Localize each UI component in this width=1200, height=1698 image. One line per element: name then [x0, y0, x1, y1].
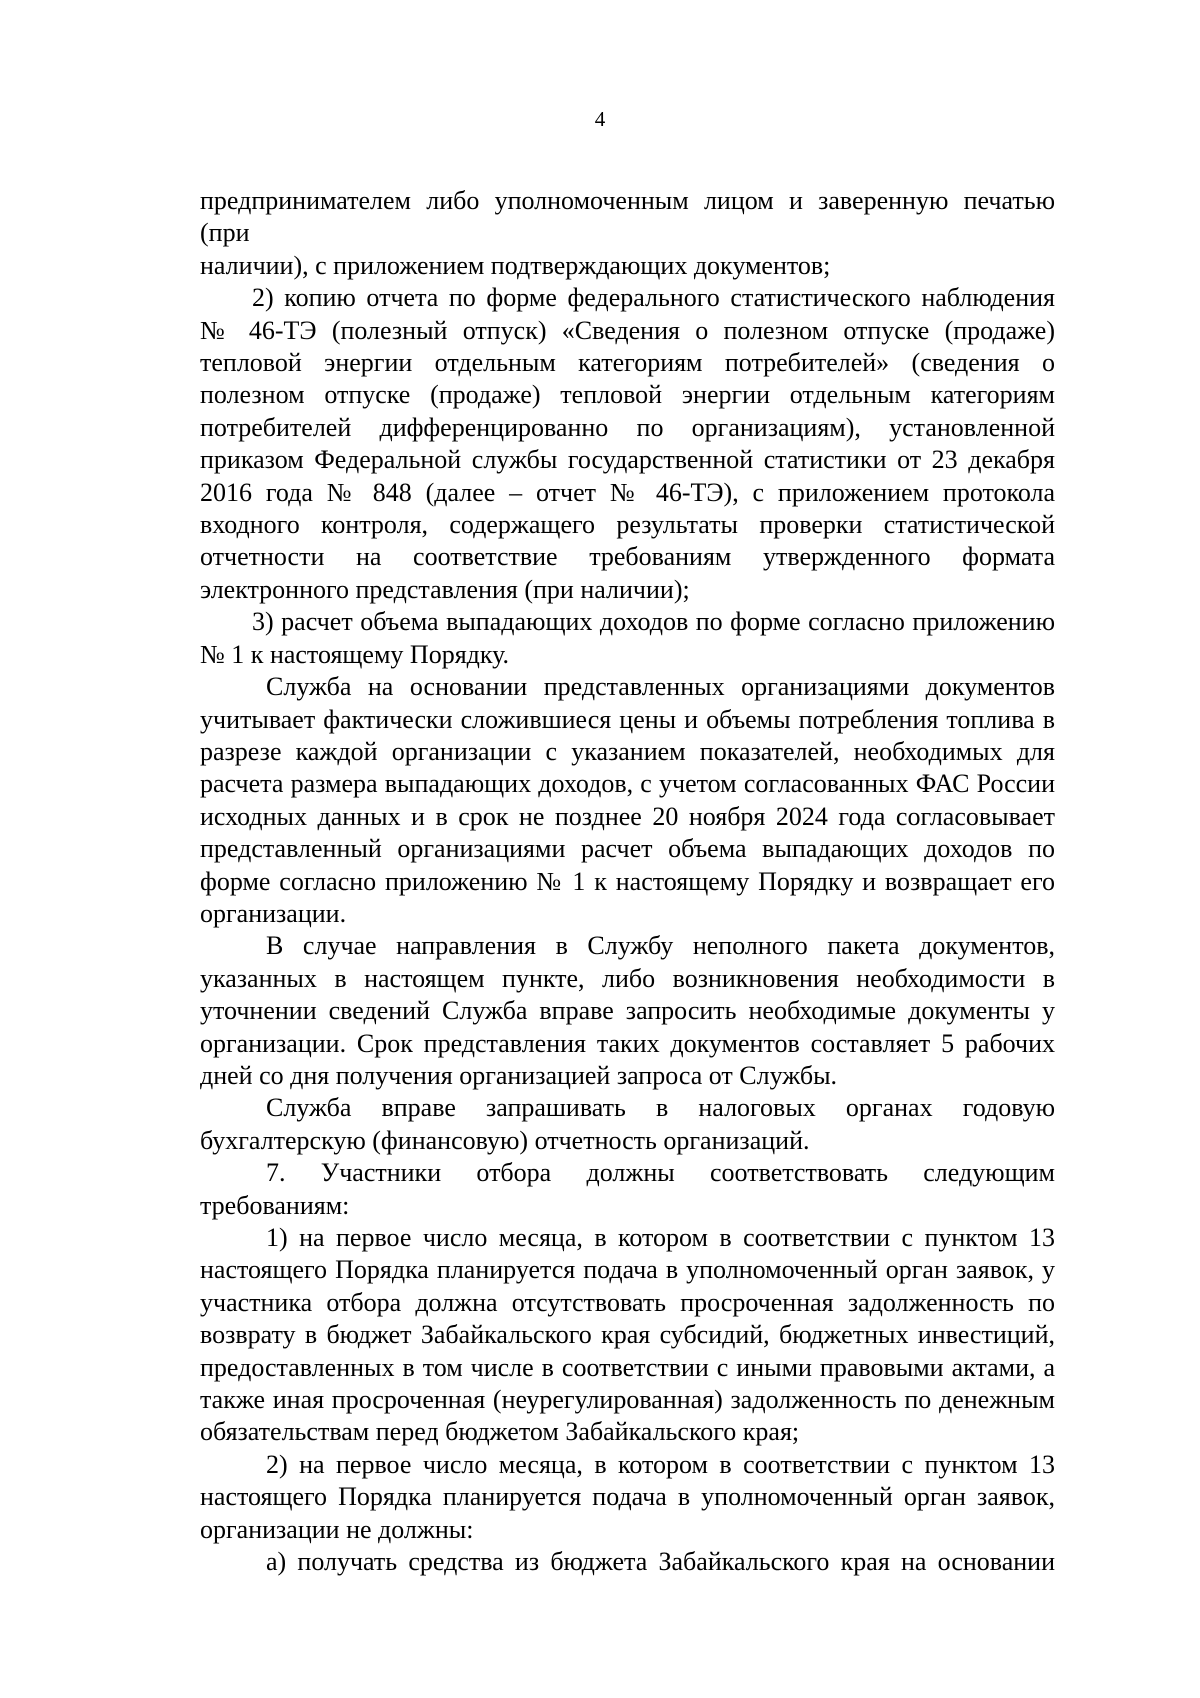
- text-line: расчета размера выпадающих доходов, с учетом согласованных ФАС России: [200, 769, 1055, 799]
- text-line: также иная просроченная (неурегулированная) задолженность по денежным: [200, 1385, 1055, 1415]
- text-line: уточнении сведений Служба вправе запросить необходимые документы у: [200, 996, 1055, 1026]
- text-line: форме согласно приложению № 1 к настоящему Порядку и возвращает его: [200, 866, 1055, 896]
- text-line: участника отбора должна отсутствовать просроченная задолженность по: [200, 1287, 1055, 1317]
- text-line: наличии), с приложением подтверждающих документов;: [200, 250, 831, 280]
- text-line: предпринимателем либо уполномоченным лицом и заверенную печатью (при: [200, 186, 1055, 248]
- text-line: обязательствам перед бюджетом Забайкальского края;: [200, 1417, 800, 1447]
- text-line: организации.: [200, 898, 347, 928]
- text-line: № 1 к настоящему Порядку.: [200, 639, 510, 669]
- text-line: дней со дня получения организацией запроса от Службы.: [200, 1060, 838, 1090]
- document-body: [200, 185, 1055, 1578]
- text-line: разрезе каждой организации с указанием показателей, необходимых для: [200, 736, 1055, 766]
- text-line: указанных в настоящем пункте, либо возникновения необходимости в: [200, 963, 1055, 993]
- text-line: входного контроля, содержащего результаты проверки статистической: [200, 510, 1055, 540]
- text-line: 7. Участники отбора должны соответствовать следующим: [266, 1158, 1055, 1188]
- text-line: отчетности на соответствие требованиям утвержденного формата: [200, 542, 1055, 572]
- text-line: учитывает фактически сложившиеся цены и объемы потребления топлива в: [200, 704, 1055, 734]
- text-line: требованиям:: [200, 1190, 350, 1220]
- text-line: исходных данных и в срок не позднее 20 ноября 2024 года согласовывает: [200, 801, 1055, 831]
- text-line: 2) на первое число месяца, в котором в соответствии с пунктом 13: [266, 1449, 1055, 1479]
- text-line: Служба вправе запрашивать в налоговых органах годовую: [266, 1093, 1055, 1123]
- text-line: 2) копию отчета по форме федерального статистического наблюдения: [252, 283, 1055, 313]
- text-line: № 46-ТЭ (полезный отпуск) «Сведения о полезном отпуске (продаже): [200, 315, 1055, 345]
- text-line: настоящего Порядка планируется подача в уполномоченный орган заявок,: [200, 1482, 1055, 1512]
- text-line: настоящего Порядка планируется подача в уполномоченный орган заявок, у: [200, 1255, 1055, 1285]
- text-line: представленный организациями расчет объема выпадающих доходов по: [200, 834, 1055, 864]
- text-line: предоставленных в том числе в соответствии с иными правовыми актами, а: [200, 1352, 1055, 1382]
- text-line: 3) расчет объема выпадающих доходов по форме согласно приложению: [252, 607, 1055, 637]
- text-line: потребителей дифференцированно по организациям), установленной: [200, 412, 1055, 442]
- text-line: 1) на первое число месяца, в котором в соответствии с пунктом 13: [266, 1223, 1055, 1252]
- text-line: приказом Федеральной службы государственной статистики от 23 декабря: [200, 445, 1055, 475]
- page-number: 4: [594, 107, 606, 131]
- text-line: Служба на основании представленных организациями документов: [266, 672, 1055, 702]
- text-line: организации не должны:: [200, 1514, 474, 1544]
- text-line: полезном отпуске (продаже) тепловой энергии отдельным категориям: [200, 380, 1055, 410]
- text-line: бухгалтерскую (финансовую) отчетность организаций.: [200, 1125, 810, 1155]
- text-line: В случае направления в Службу неполного пакета документов,: [266, 931, 1055, 961]
- text-line: тепловой энергии отдельным категориям потребителей» (сведения о: [200, 348, 1055, 378]
- text-line: возврату в бюджет Забайкальского края субсидий, бюджетных инвестиций,: [200, 1320, 1055, 1350]
- text-line: а) получать средства из бюджета Забайкальского края на основании: [266, 1547, 1055, 1577]
- text-line: 2016 года № 848 (далее – отчет № 46-ТЭ), с приложением протокола: [200, 477, 1055, 507]
- text-line: организации. Срок представления таких документов составляет 5 рабочих: [200, 1028, 1055, 1058]
- text-line: электронного представления (при наличии);: [200, 574, 690, 604]
